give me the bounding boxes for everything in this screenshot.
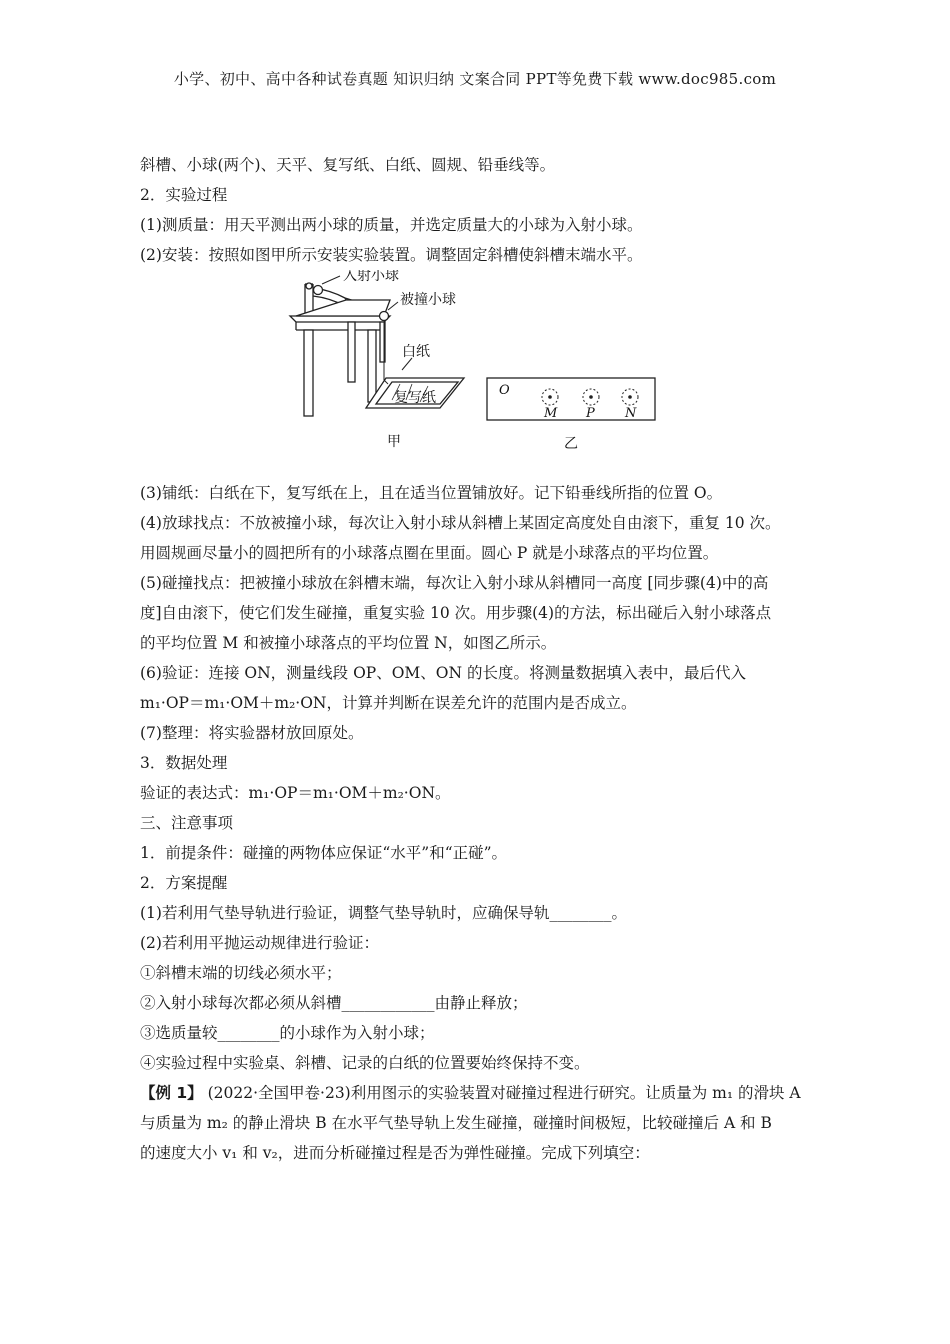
apparatus-diagram [140, 270, 830, 478]
text-line: ④实验过程中实验桌、斜槽、记录的白纸的位置要始终保持不变。 [140, 1054, 590, 1072]
text-line: 用圆规画尽量小的圆把所有的小球落点圈在里面。圆心 P 就是小球落点的平均位置。 [140, 544, 719, 562]
text-line: (2)安装：按照如图甲所示安装实验装置。调整固定斜槽使斜槽末端水平。 [140, 246, 643, 264]
fill-blank-line: ③选质量较________的小球作为入射小球； [140, 1024, 435, 1042]
example-line [140, 1078, 830, 1108]
document-body [140, 150, 830, 1168]
label-white-paper: 白纸 [402, 344, 430, 360]
text-line: (4)放球找点：不放被撞小球，每次让入射小球从斜槽上某固定高度处自由滚下，重复 10 次。 [140, 514, 781, 532]
text-line: (7)整理：将实验器材放回原处。 [140, 724, 364, 742]
text-line: 与质量为 m₂ 的静止滑块 B 在水平气垫导轨上发生碰撞，碰撞时间极短，比较碰撞后 A 和 B [140, 1114, 772, 1132]
caption-a: 甲 [387, 434, 401, 450]
text-line: (3)铺纸：白纸在下，复写纸在上，且在适当位置铺放好。记下铅垂线所指的位置 O。 [140, 484, 723, 502]
fill-blank-line: (1)若利用气垫导轨进行验证，调整气垫导轨时，应确保导轨________。 [140, 904, 627, 922]
label-target-ball: 被撞小球 [400, 292, 456, 308]
text-line: (1)测质量：用天平测出两小球的质量，并选定质量大的小球为入射小球。 [140, 216, 643, 234]
fill-blank-line: ②入射小球每次都必须从斜槽____________由静止释放； [140, 994, 528, 1012]
text-line: ①斜槽末端的切线必须水平； [140, 964, 342, 982]
text-line: 的速度大小 v₁ 和 v₂，进而分析碰撞过程是否为弹性碰撞。完成下列填空： [140, 1144, 650, 1162]
text-line: 1．前提条件：碰撞的两物体应保证“水平”和“正碰”。 [140, 844, 508, 862]
label-incident-ball: 入射小球 [343, 270, 399, 284]
section-heading: 三、注意事项 [140, 814, 234, 832]
text-line: 度]自由滚下，使它们发生碰撞，重复实验 10 次。用步骤(4)的方法，标出碰后入射小球落点 [140, 604, 772, 622]
section-heading: 2．方案提醒 [140, 874, 228, 892]
formula-line: m₁·OP＝m₁·OM＋m₂·ON，计算并判断在误差允许的范围内是否成立。 [140, 694, 637, 712]
example-text: (2022·全国甲卷·23)利用图示的实验装置对碰撞过程进行研究。让质量为 m₁ 的滑块 A [202, 1084, 801, 1102]
text-line: (5)碰撞找点：把被撞小球放在斜槽末端，每次让入射小球从斜槽同一高度 [同步骤(4)中的高 [140, 574, 769, 592]
point-M: M [544, 406, 558, 421]
label-carbon-paper: 复写纸 [394, 390, 436, 406]
experiment-figure [140, 270, 830, 478]
example-tag: 【例 1】 [140, 1084, 203, 1102]
page-header: 小学、初中、高中各种试卷真题 知识归纳 文案合同 PPT等免费下载 www.doc985.com [173, 70, 777, 88]
text-line: 斜槽、小球(两个)、天平、复写纸、白纸、圆规、铅垂线等。 [140, 156, 556, 174]
formula-line: 验证的表达式：m₁·OP＝m₁·OM＋m₂·ON。 [140, 784, 451, 802]
point-N: N [625, 406, 637, 421]
text-line: 的平均位置 M 和被撞小球落点的平均位置 N，如图乙所示。 [140, 634, 557, 652]
text-line: (2)若利用平抛运动规律进行验证： [140, 934, 379, 952]
section-heading: 3．数据处理 [140, 754, 228, 772]
point-P: P [586, 406, 595, 421]
caption-b: 乙 [564, 436, 578, 452]
section-heading: 2．实验过程 [140, 186, 228, 204]
text-line: (6)验证：连接 ON，测量线段 OP、OM、ON 的长度。将测量数据填入表中，最后代入 [140, 664, 746, 682]
point-O: O [499, 383, 510, 398]
